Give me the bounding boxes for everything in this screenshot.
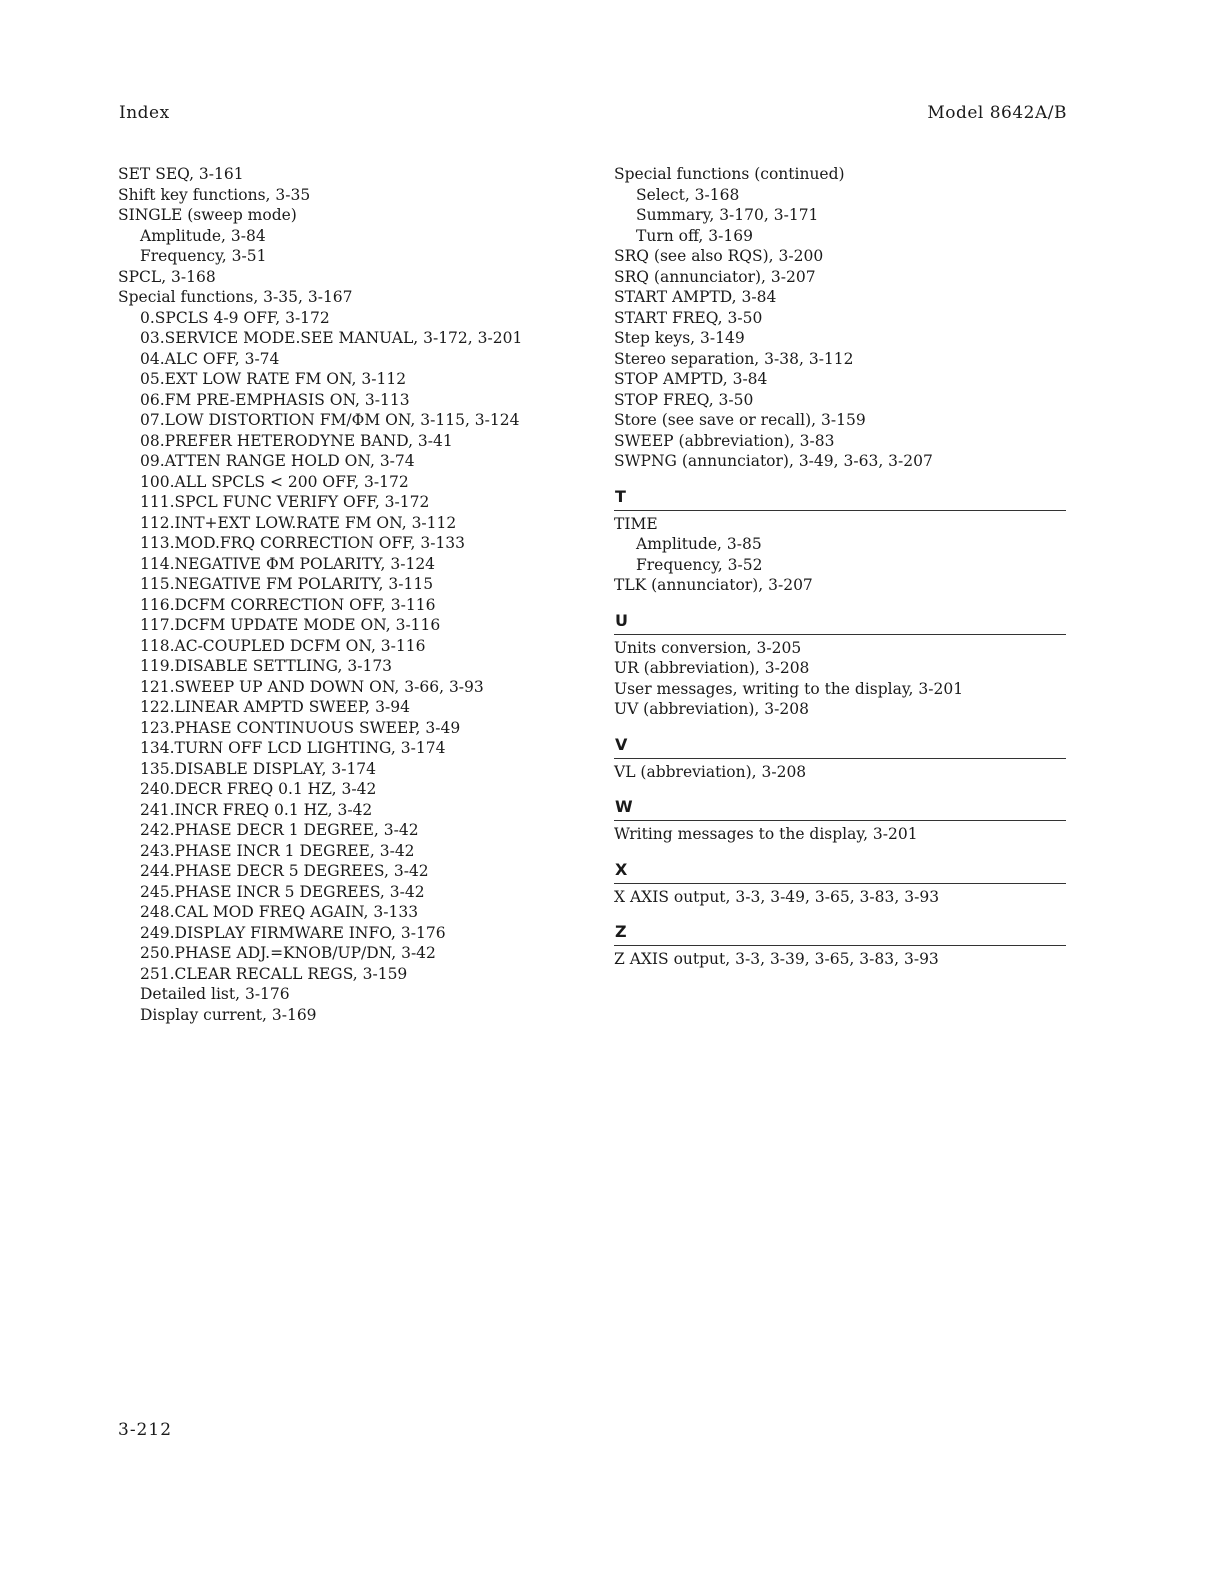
index-subentry: 112.INT+EXT LOW.RATE FM ON, 3-112 [140,513,457,532]
index-subentry: 100.ALL SPCLS < 200 OFF, 3-172 [140,472,409,491]
index-subentry: 117.DCFM UPDATE MODE ON, 3-116 [140,616,441,634]
index-subentry: 251.CLEAR RECALL REGS, 3-159 [140,964,408,983]
section-letter: X [615,859,628,879]
index-subentry: 121.SWEEP UP AND DOWN ON, 3-66, 3-93 [140,677,484,696]
index-subentry: 118.AC-COUPLED DCFM ON, 3-116 [140,636,426,655]
index-entry: START AMPTD, 3-84 [614,288,777,306]
section-letter: V [615,734,628,754]
index-subentry: 06.FM PRE-EMPHASIS ON, 3-113 [140,390,410,409]
index-subentry: 250.PHASE ADJ.=KNOB/UP/DN, 3-42 [140,944,436,962]
index-subentry: Amplitude, 3-85 [636,535,762,553]
index-entry: SRQ (annunciator), 3-207 [614,267,816,286]
index-entry: Writing messages to the display, 3-201 [614,825,918,843]
index-subentry: Detailed list, 3-176 [140,985,290,1003]
section-letter: W [615,797,633,816]
index-subentry: Select, 3-168 [636,185,740,204]
index-entry: TIME [614,514,658,533]
running-header-model: Model 8642A/B [927,103,1067,123]
index-entry: Step keys, 3-149 [614,329,745,347]
index-subentry: 240.DECR FREQ 0.1 HZ, 3-42 [140,780,377,798]
index-entry: Store (see save or recall), 3-159 [614,411,866,429]
index-entry: SINGLE (sweep mode) [118,206,297,224]
section-heading [614,484,1066,511]
index-entry: X AXIS output, 3-3, 3-49, 3-65, 3-83, 3-93 [614,887,940,906]
index-subentry: 243.PHASE INCR 1 DEGREE, 3-42 [140,841,415,860]
index-subentry: 119.DISABLE SETTLING, 3-173 [140,657,393,675]
index-entry: SWEEP (abbreviation), 3-83 [614,431,835,450]
index-subentry: 113.MOD.FRQ CORRECTION OFF, 3-133 [140,534,466,552]
index-subentry: Frequency, 3-52 [636,555,763,574]
index-entry: VL (abbreviation), 3-208 [614,762,807,781]
index-subentry: Turn off, 3-169 [636,226,753,245]
index-subentry: 242.PHASE DECR 1 DEGREE, 3-42 [140,821,419,839]
section-heading [614,608,1066,635]
index-entry: Units conversion, 3-205 [614,638,802,657]
index-entry: Stereo separation, 3-38, 3-112 [614,349,854,368]
index-subentry: 244.PHASE DECR 5 DEGREES, 3-42 [140,862,429,880]
index-subentry: Amplitude, 3-84 [140,226,266,245]
index-subentry: Frequency, 3-51 [140,247,267,265]
index-subentry: 135.DISABLE DISPLAY, 3-174 [140,759,377,778]
index-subentry: 241.INCR FREQ 0.1 HZ, 3-42 [140,800,373,819]
index-entry: STOP FREQ, 3-50 [614,390,754,409]
index-entry: UR (abbreviation), 3-208 [614,659,810,677]
index-entry: SWPNG (annunciator), 3-49, 3-63, 3-207 [614,452,933,470]
index-entry: Special functions (continued) [614,165,845,183]
section-heading [614,794,1066,821]
index-entry: SPCL, 3-168 [118,267,216,286]
index-subentry: 245.PHASE INCR 5 DEGREES, 3-42 [140,882,425,901]
index-subentry: 122.LINEAR AMPTD SWEEP, 3-94 [140,698,410,716]
index-subentry: 05.EXT LOW RATE FM ON, 3-112 [140,370,407,388]
index-entry: Shift key functions, 3-35 [118,185,311,204]
index-subentry: 123.PHASE CONTINUOUS SWEEP, 3-49 [140,718,461,737]
section-heading [614,919,1066,946]
index-entry: User messages, writing to the display, 3-201 [614,679,964,698]
index-subentry: 134.TURN OFF LCD LIGHTING, 3-174 [140,739,446,757]
index-subentry: Display current, 3-169 [140,1005,317,1024]
index-subentry: 0.SPCLS 4-9 OFF, 3-172 [140,308,330,327]
index-subentry: 09.ATTEN RANGE HOLD ON, 3-74 [140,452,415,470]
index-entry: SRQ (see also RQS), 3-200 [614,247,824,265]
page-number: 3-212 [118,1420,173,1440]
index-column-left [118,164,588,1025]
index-subentry: 248.CAL MOD FREQ AGAIN, 3-133 [140,903,419,921]
index-subentry: 07.LOW DISTORTION FM/ΦM ON, 3-115, 3-124 [140,411,520,429]
index-entry: Special functions, 3-35, 3-167 [118,288,353,306]
section-letter: U [615,610,628,630]
index-subentry: 04.ALC OFF, 3-74 [140,349,280,368]
index-column-right [614,164,1066,970]
index-entry: SET SEQ, 3-161 [118,165,244,183]
index-subentry: 08.PREFER HETERODYNE BAND, 3-41 [140,431,453,450]
index-subentry: 249.DISPLAY FIRMWARE INFO, 3-176 [140,923,446,942]
section-heading [614,857,1066,884]
section-letter: T [615,486,626,506]
index-entry: Z AXIS output, 3-3, 3-39, 3-65, 3-83, 3-93 [614,950,939,968]
index-entry: STOP AMPTD, 3-84 [614,370,768,388]
index-subentry: 115.NEGATIVE FM POLARITY, 3-115 [140,575,434,593]
running-header-title: Index [119,103,170,123]
index-subentry: 111.SPCL FUNC VERIFY OFF, 3-172 [140,493,430,511]
index-entry: UV (abbreviation), 3-208 [614,700,809,718]
index-entry: START FREQ, 3-50 [614,308,763,327]
index-subentry: Summary, 3-170, 3-171 [636,206,819,224]
index-subentry: 03.SERVICE MODE.SEE MANUAL, 3-172, 3-201 [140,329,523,347]
index-entry: TLK (annunciator), 3-207 [614,576,813,594]
section-heading [614,732,1066,759]
index-subentry: 114.NEGATIVE ΦM POLARITY, 3-124 [140,554,436,573]
index-subentry: 116.DCFM CORRECTION OFF, 3-116 [140,595,436,614]
section-letter: Z [615,922,627,941]
